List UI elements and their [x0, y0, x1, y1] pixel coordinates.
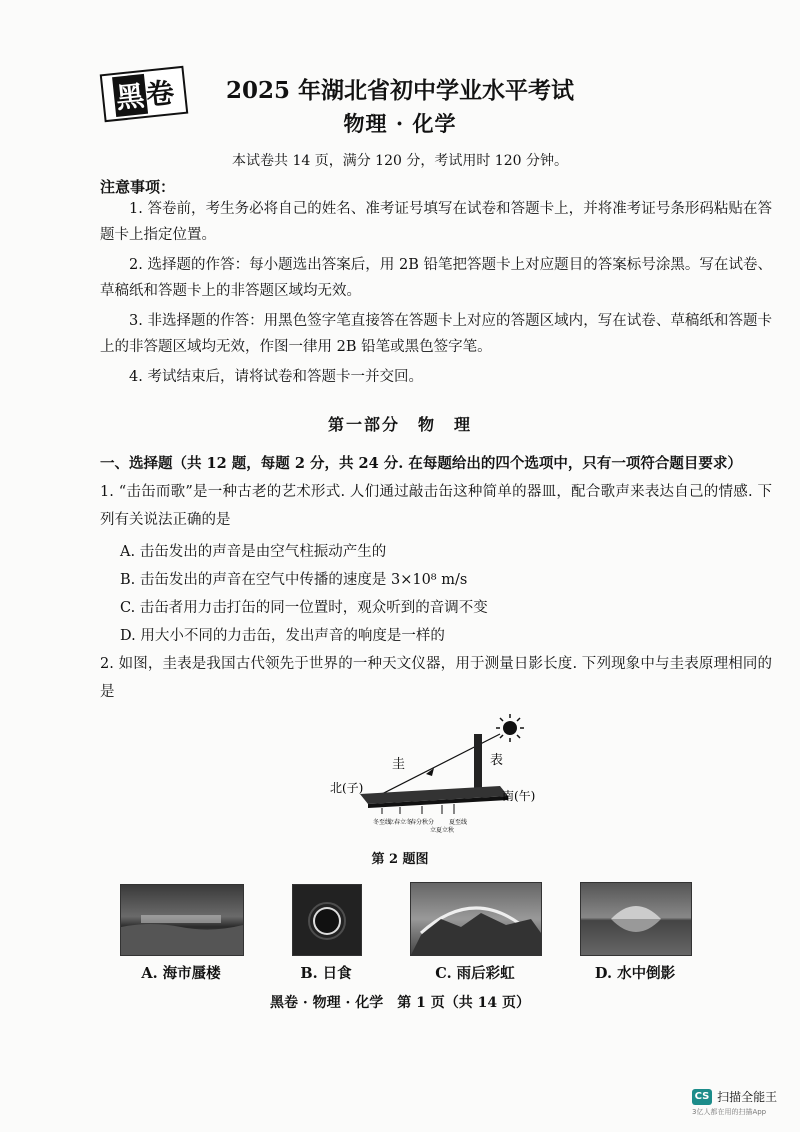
watermark-sub: 3亿人都在用的扫描App	[692, 1108, 767, 1116]
section-heading: 一、选择题（共 12 题，每题 2 分，共 24 分. 在每题给出的四个选项中，只有一项符合题目要求）	[100, 455, 742, 472]
figure-caption: 第 2 题图	[371, 852, 429, 867]
part-title: 第一部分 物 理	[327, 415, 472, 434]
rainbow-photo	[410, 882, 542, 956]
sun-icon	[496, 714, 524, 742]
q1-option-a: A. 击缶发出的声音是由空气柱振动产生的	[120, 544, 387, 560]
camscanner-logo-icon: CS	[692, 1089, 712, 1105]
tick-label: 立夏立秋	[429, 827, 455, 834]
q1-option-b: B. 击缶发出的声音在空气中传播的速度是 3×10⁸ m/s	[120, 572, 468, 588]
reflection-photo	[580, 882, 692, 956]
watermark-name: 扫描全能王	[717, 1090, 778, 1104]
note-item: 1. 答卷前，考生务必将自己的姓名、准考证号填写在试卷和答题卡上，并将准考证号条形码粘贴在答题卡上指定位置。	[100, 201, 772, 243]
mirage-photo	[120, 884, 244, 956]
exam-title: 2025 年湖北省初中学业水平考试	[225, 77, 575, 104]
gui-label: 圭	[392, 757, 406, 772]
north-label: 北(子)	[330, 781, 364, 795]
badge-char-2: 卷	[144, 75, 176, 112]
note-item: 3. 非选择题的作答：用黑色签字笔直接答在答题卡上对应的答题区域内，写在试卷、草稿纸和答题卡上的非答题区域均无效，作图一律用 2B 铅笔或黑色签字笔。	[100, 313, 772, 355]
note-item: 2. 选择题的作答：每小题选出答案后，用 2B 铅笔把答题卡上对应题目的答案标号涂黑。写在试卷、草稿纸和答题卡上的非答题区域均无效。	[100, 257, 772, 299]
tick-label: 立春立冬	[387, 819, 413, 826]
south-label: 南(午)	[502, 789, 536, 803]
page-footer: 黑卷 · 物理 · 化学 第 1 页（共 14 页）	[270, 995, 530, 1011]
gnomon-diagram	[330, 706, 590, 850]
exam-subject: 物理 · 化学	[343, 111, 457, 136]
badge-char-1: 黑	[112, 74, 148, 117]
eclipse-photo	[292, 884, 362, 956]
biao-pole	[474, 734, 482, 796]
q1-option-d: D. 用大小不同的力击缶，发出声音的响度是一样的	[120, 628, 445, 644]
q1-stem: 1. “击缶而歌”是一种古老的艺术形式. 人们通过敲击缶这种简单的器皿，配合歌声来表达自己的情感. 下列有关说法正确的是	[100, 484, 772, 528]
notes-heading: 注意事项：	[100, 178, 176, 196]
exam-meta: 本试卷共 14 页，满分 120 分，考试用时 120 分钟。	[232, 153, 568, 169]
choice-b-label: B. 日食	[300, 965, 352, 982]
gnomon-svg	[330, 706, 590, 846]
tick-label: 冬至线	[372, 819, 392, 826]
tick-label: 春分秋分	[409, 819, 435, 826]
choice-d-label: D. 水中倒影	[594, 965, 676, 982]
q2-stem: 2. 如图，圭表是我国古代领先于世界的一种天文仪器，用于测量日影长度. 下列现象中与圭表原理相同的是	[100, 656, 772, 700]
biao-label: 表	[490, 753, 504, 768]
scanner-watermark	[692, 1086, 792, 1117]
choice-c-label: C. 雨后彩虹	[435, 965, 515, 982]
choice-a-label: A. 海市蜃楼	[141, 965, 221, 982]
tick-label: 夏至线	[448, 819, 468, 826]
q1-option-c: C. 击缶者用力击打缶的同一位置时，观众听到的音调不变	[120, 600, 488, 616]
note-item: 4. 考试结束后，请将试卷和答题卡一并交回。	[129, 369, 423, 385]
